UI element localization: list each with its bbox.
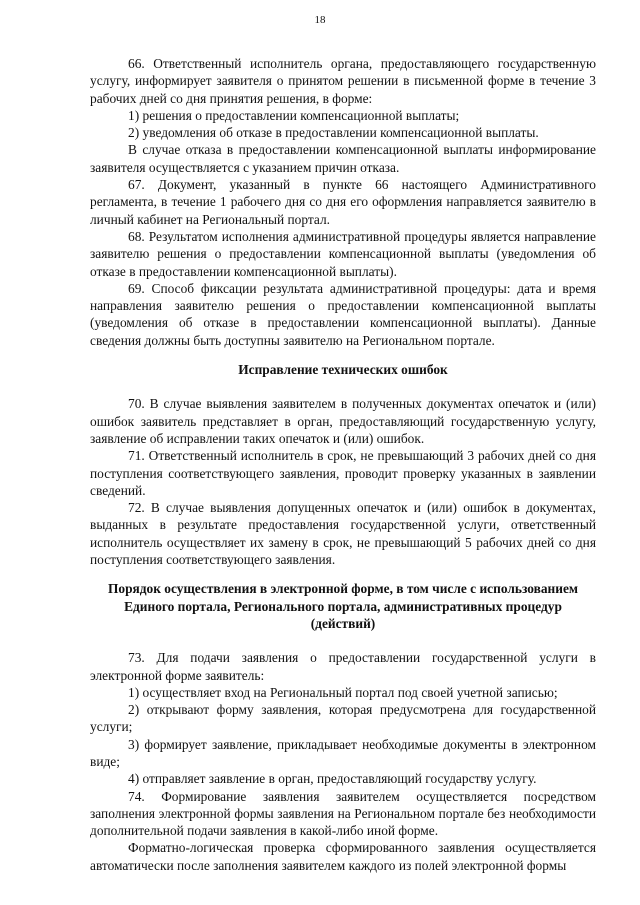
paragraph-refusal: В случае отказа в предоставлении компенсационной выплаты информирование заявителя осуществляется с указанием причин отказа. (90, 142, 596, 175)
section-heading-technical-errors: Исправление технических ошибок (238, 362, 448, 378)
page-number: 18 (314, 14, 326, 26)
heading-line: (действий) (310, 615, 376, 631)
heading-line: Единого портала, Регионального портала, административных процедур (124, 598, 562, 614)
paragraph-67: 67. Документ, указанный в пункте 66 настоящего Административного регламента, в течение 1 рабочего дня со дня его оформления направляется заявителю в личный кабинет на Региональный портал. (90, 177, 596, 227)
paragraph-68: 68. Результатом исполнения административной процедуры является направление заявителю решения о предоставлении компенсационной выплаты (уведомления об отказе в предоставлении компенсационной выплаты). (90, 228, 596, 279)
paragraph-74: 74. Формирование заявления заявителем осуществляется посредством заполнения электронной формы заявления на Региональном портале без необходимости дополнительной подачи заявления в какой-либо иной форме. (90, 788, 596, 839)
list-item-login: 1) осуществляет вход на Региональный портал под своей учетной записью; (128, 684, 558, 700)
heading-line: Порядок осуществления в электронной форме, в том числе с использованием (107, 581, 579, 597)
page-content (90, 55, 596, 874)
list-item-submit: 4) отправляет заявление в орган, предоставляющий государству услугу. (128, 771, 537, 787)
list-item-refusal-notice: 2) уведомления об отказе в предоставлении компенсационной выплаты. (128, 125, 539, 141)
section-heading-electronic-form (90, 580, 596, 632)
list-item-open-form: 2) открывают форму заявления, которая предусмотрена для государственной услуги; (90, 702, 596, 735)
paragraph-71: 71. Ответственный исполнитель в срок, не превышающий 3 рабочих дней со дня поступления соответствующего заявления, проводит проверку указанных в заявлении сведений. (90, 448, 596, 498)
paragraph-73: 73. Для подачи заявления о предоставлении государственной услуги в электронной форме заявитель: (90, 650, 596, 683)
list-item-fill-form: 3) формирует заявление, прикладывает необходимые документы в электронном виде; (90, 736, 596, 769)
paragraph-66: 66. Ответственный исполнитель органа, предоставляющего государственную услугу, информирует заявителя о принятом решении в письменной форме в течение 3 рабочих дней со дня принятия решения, в форме: (90, 56, 596, 106)
paragraph-69: 69. Способ фиксации результата административной процедуры: дата и время направления заявителю решения о предоставлении компенсационной выплаты (уведомления об отказе в предоставлении компенсационной выплаты). Данные сведения должны быть доступны заявителю на Региональном портале. (90, 280, 596, 348)
paragraph-72: 72. В случае выявления допущенных опечаток и (или) ошибок в документах, выданных в результате предоставления государственной услуги, ответственный исполнитель осуществляет их замену в срок, не превышающий 5 рабочих дней со дня поступления соответствующего заявления. (90, 500, 596, 568)
paragraph-format-check: Форматно-логическая проверка сформированного заявления осуществляется автоматически после заполнения заявителем каждого из полей электронной формы (90, 840, 596, 873)
paragraph-70: 70. В случае выявления заявителем в полученных документах опечаток и (или) ошибок заявитель представляет в орган, предоставляющий государственную услугу, заявление об исправлении таких опечаток и (или) ошибок. (90, 396, 596, 446)
list-item-decision: 1) решения о предоставлении компенсационной выплаты; (128, 107, 460, 123)
